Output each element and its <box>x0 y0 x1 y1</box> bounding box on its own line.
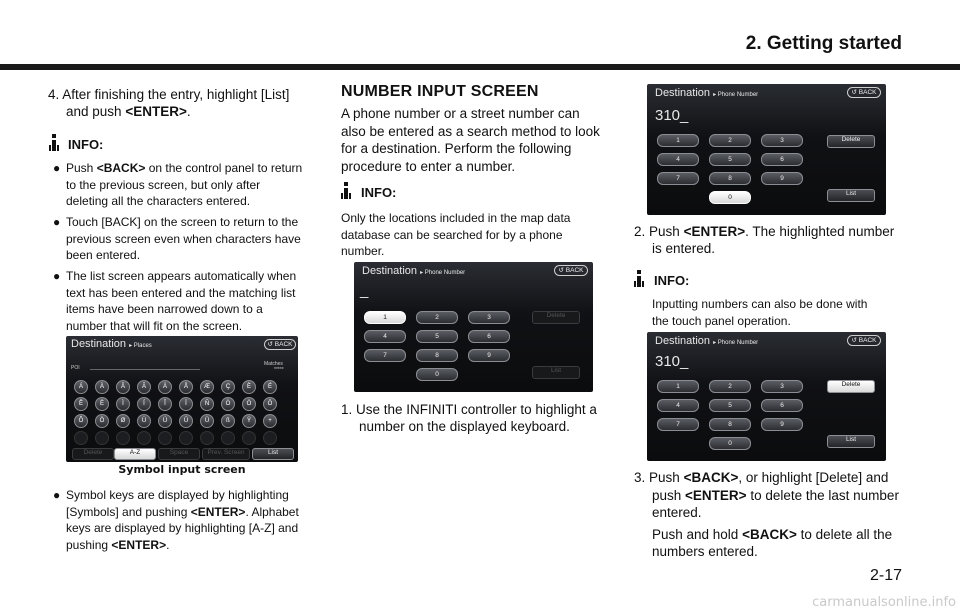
symbol-key[interactable]: ß <box>221 414 235 428</box>
info-text: Only the locations included in the map data database can be searched for by a phone number. <box>341 211 571 258</box>
space-button[interactable]: Space <box>158 448 200 460</box>
symbol-key[interactable]: Í <box>137 397 151 411</box>
number-key-5[interactable]: 5 <box>709 399 751 412</box>
back-button[interactable]: ↺ BACK <box>554 265 588 276</box>
symbol-key-empty <box>74 431 88 445</box>
number-key-8[interactable]: 8 <box>416 349 458 362</box>
symbol-key[interactable]: Ò <box>221 397 235 411</box>
symbol-key[interactable]: Ú <box>158 414 172 428</box>
symbol-key[interactable]: Ç <box>221 380 235 394</box>
number-screen-310: Destination ▸ Phone Number ↺ BACK 310_ 1 2 3 4 5 6 7 8 9 0 Delete List <box>647 84 886 215</box>
bullet-touch-back: ● Touch [BACK] on the screen to return to the previous screen even when characters have been entered. <box>53 215 301 262</box>
info-icon <box>634 269 648 288</box>
step-2: 2. Push <ENTER>. The highlighted number is entered. <box>634 224 895 256</box>
symbol-key[interactable]: Â <box>116 380 130 394</box>
number-key-4[interactable]: 4 <box>657 399 699 412</box>
symbol-screen-caption: Symbol input screen <box>118 463 246 476</box>
symbol-key[interactable]: Ù <box>137 414 151 428</box>
number-entry-field[interactable]: _ <box>360 282 369 299</box>
delete-button[interactable]: Delete <box>72 448 114 460</box>
symbol-bottom-bar <box>72 448 294 460</box>
symbol-key-empty <box>263 431 277 445</box>
symbol-key[interactable]: Ø <box>116 414 130 428</box>
number-key-0[interactable]: 0 <box>709 437 751 450</box>
info-label: INFO: <box>68 137 104 152</box>
symbol-key-empty <box>95 431 109 445</box>
step-3: 3. Push <BACK>, or highlight [Delete] and push <ENTER> to delete the last number entered. Push and hold <BACK> to delete all the numbers entered. <box>634 470 899 559</box>
info-label: INFO: <box>361 185 397 200</box>
number-key-7[interactable]: 7 <box>657 418 699 431</box>
symbol-key[interactable]: É <box>263 380 277 394</box>
a-z-button[interactable]: A-Z <box>114 448 156 460</box>
intro-paragraph: A phone number or a street number can also be entered as a search method to look for a destination. Perform the following procedure to enter a number. <box>341 106 600 174</box>
back-button[interactable]: ↺ BACK <box>264 339 296 350</box>
number-key-0[interactable]: 0 <box>709 191 751 204</box>
delete-button[interactable]: Delete <box>827 380 875 393</box>
symbol-key-empty <box>221 431 235 445</box>
symbol-key[interactable]: Ê <box>74 397 88 411</box>
bullet-list-screen: ● The list screen appears automatically when text has been entered and the matching list items have been narrowed down to a number that will fit on the screen. <box>53 269 297 333</box>
symbol-key[interactable]: Ë <box>95 397 109 411</box>
section-title: NUMBER INPUT SCREEN <box>341 83 539 100</box>
number-key-5[interactable]: 5 <box>416 330 458 343</box>
symbol-key-empty <box>116 431 130 445</box>
number-key-7[interactable]: 7 <box>364 349 406 362</box>
symbol-key[interactable]: Î <box>158 397 172 411</box>
number-key-3[interactable]: 3 <box>761 134 803 147</box>
info-icon <box>341 181 355 200</box>
info-label: INFO: <box>654 273 690 288</box>
number-key-9[interactable]: 9 <box>468 349 510 362</box>
symbol-key[interactable]: Ä <box>158 380 172 394</box>
back-button[interactable]: ↺ BACK <box>847 335 881 346</box>
bullet-back-control: ● Push <BACK> on the control panel to return to the previous screen, but only after deleting all the characters entered. <box>53 161 303 208</box>
symbol-key[interactable]: Ï <box>179 397 193 411</box>
symbol-key[interactable]: Õ <box>74 414 88 428</box>
number-key-6[interactable]: 6 <box>468 330 510 343</box>
symbol-key[interactable]: À <box>95 380 109 394</box>
number-key-8[interactable]: 8 <box>709 172 751 185</box>
list-button[interactable]: List <box>252 448 294 460</box>
list-button[interactable]: List <box>827 435 875 448</box>
bullet-symbol-keys: ● Symbol keys are displayed by highlighting [Symbols] and pushing <ENTER>. Alphabet keys are displayed by highlighting [A-Z] and pushing <ENTER>. <box>53 488 299 552</box>
symbol-key-empty <box>179 431 193 445</box>
symbol-key[interactable]: Å <box>179 380 193 394</box>
back-button[interactable]: ↺ BACK <box>847 87 881 98</box>
header-rule <box>0 64 960 70</box>
step-4-line2: and push <ENTER>. <box>66 104 191 119</box>
number-key-9[interactable]: 9 <box>761 418 803 431</box>
number-screen-310-delete: Destination ▸ Phone Number ↺ BACK 310_ 1 2 3 4 5 6 7 8 9 0 Delete List <box>647 332 886 461</box>
number-key-1[interactable]: 1 <box>364 311 406 324</box>
symbol-key[interactable]: Ì <box>116 397 130 411</box>
number-key-2[interactable]: 2 <box>416 311 458 324</box>
prev-screen-button[interactable]: Prev. Screen <box>202 448 250 460</box>
symbol-key[interactable]: Ó <box>242 397 256 411</box>
number-key-1[interactable]: 1 <box>657 380 699 393</box>
number-key-3[interactable]: 3 <box>761 380 803 393</box>
number-key-6[interactable]: 6 <box>761 399 803 412</box>
symbol-key-empty <box>137 431 151 445</box>
list-button[interactable]: List <box>532 366 580 379</box>
symbol-key-empty <box>158 431 172 445</box>
list-button[interactable]: List <box>827 189 875 202</box>
info-text: Inputting numbers can also be done with the touch panel operation. <box>652 297 868 328</box>
symbol-key[interactable]: Ô <box>263 397 277 411</box>
symbol-key[interactable]: Ö <box>95 414 109 428</box>
page-number: 2-17 <box>869 567 902 584</box>
number-key-0[interactable]: 0 <box>416 368 458 381</box>
number-key-8[interactable]: 8 <box>709 418 751 431</box>
symbol-key[interactable]: Æ <box>200 380 214 394</box>
chapter-title: 2. Getting started <box>745 33 902 54</box>
symbol-key-empty <box>242 431 256 445</box>
number-entry-field[interactable]: 310_ <box>655 353 689 370</box>
number-key-6[interactable]: 6 <box>761 153 803 166</box>
number-key-4[interactable]: 4 <box>657 153 699 166</box>
symbol-key[interactable]: Û <box>179 414 193 428</box>
symbol-key-empty <box>200 431 214 445</box>
symbol-key[interactable]: + <box>263 414 277 428</box>
info-icon <box>49 133 63 152</box>
symbol-key[interactable]: Ñ <box>200 397 214 411</box>
symbol-key[interactable]: Ã <box>137 380 151 394</box>
number-key-4[interactable]: 4 <box>364 330 406 343</box>
delete-button[interactable]: Delete <box>827 135 875 148</box>
watermark: carmanualsonline.info <box>812 595 956 610</box>
symbol-key[interactable]: È <box>242 380 256 394</box>
number-input-screen: Destination ▸ Phone Number ↺ BACK _ 1 2 3 4 5 6 7 8 9 0 Delete List <box>354 262 593 392</box>
number-key-2[interactable]: 2 <box>709 380 751 393</box>
number-key-3[interactable]: 3 <box>468 311 510 324</box>
delete-button[interactable]: Delete <box>532 311 580 324</box>
step-1: 1. Use the INFINITI controller to highlight a number on the displayed keyboard. <box>341 402 597 434</box>
number-key-1[interactable]: 1 <box>657 134 699 147</box>
number-entry-field[interactable]: 310_ <box>655 107 689 124</box>
number-key-7[interactable]: 7 <box>657 172 699 185</box>
step-4: 4. After finishing the entry, highlight [List] <box>48 87 290 102</box>
number-key-9[interactable]: 9 <box>761 172 803 185</box>
symbol-key[interactable]: Ü <box>200 414 214 428</box>
symbol-input-screen: Destination ▸ Places ↺ BACK POI Matches ***** Á À Â Ã Ä Å Æ Ç È É Ê Ë Ì Í Î Ï Ñ Ò Ó Ô Õ Ö Ø Ù Ú Û Ü ß Ÿ + Delete A-Z Space Prev. Screen List <box>66 336 298 462</box>
number-key-5[interactable]: 5 <box>709 153 751 166</box>
symbol-key[interactable]: Ÿ <box>242 414 256 428</box>
symbol-key[interactable]: Á <box>74 380 88 394</box>
number-key-2[interactable]: 2 <box>709 134 751 147</box>
